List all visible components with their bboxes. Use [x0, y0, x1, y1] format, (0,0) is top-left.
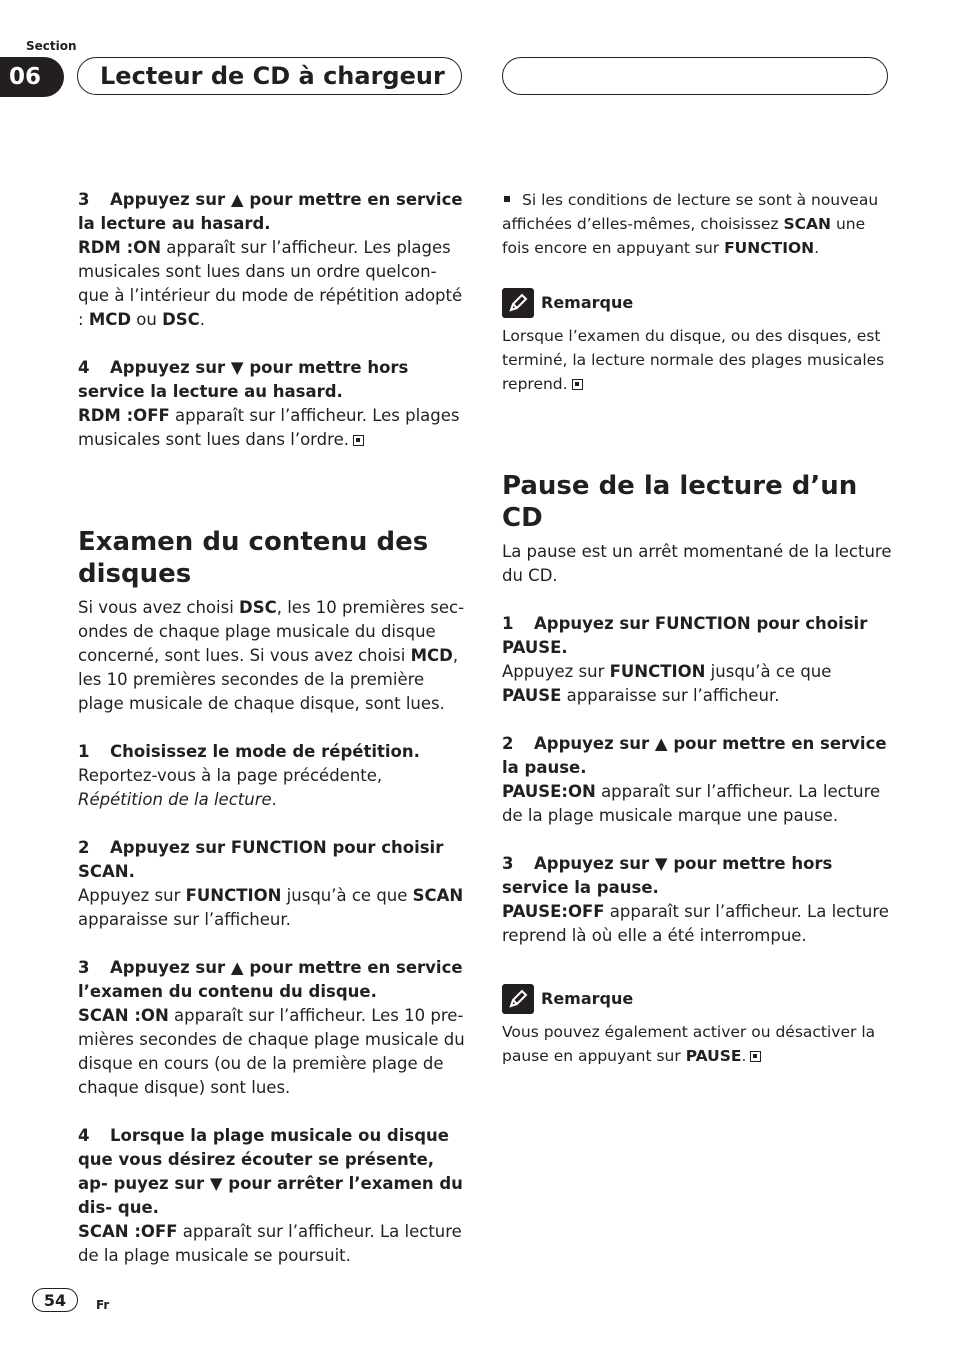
step-heading: 2 Appuyez sur ▲ pour mettre en service la pause.	[502, 734, 887, 777]
step-body: PAUSE:OFF apparaît sur l’afficheur. La lecture reprend là où elle a été interrompue.	[502, 902, 889, 945]
step-body: RDM :OFF apparaît sur l’afficheur. Les plages musicales sont lues dans l’ordre.	[78, 406, 460, 449]
note-heading: Remarque	[502, 288, 892, 318]
note-text: Lorsque l’examen du disque, ou des disques, est terminé, la lecture normale des plages musicales reprend.	[502, 327, 885, 393]
step-heading: 3 Appuyez sur ▼ pour mettre hors service la pause.	[502, 854, 833, 897]
step-body: PAUSE:ON apparaît sur l’afficheur. La lecture de la plage musicale marque une pause.	[502, 782, 881, 825]
step-heading: 1 Choisissez le mode de répétition.	[78, 742, 420, 761]
section-intro: Si vous avez choisi DSC, les 10 premières sec- ondes de chaque plage musicale du disque concerné, sont lues. Si vous avez choisi MCD, les 10 premières secondes de la première plage musicale de chaque disque, sont lues.	[78, 598, 465, 713]
step-heading: 3 Appuyez sur ▲ pour mettre en service l’examen du contenu du disque.	[78, 958, 463, 1001]
end-mark-icon	[750, 1051, 761, 1062]
step-heading: 4 Lorsque la plage musicale ou disque que vous désirez écouter se présente, ap- puyez sur ▼ pour arrêter l’examen du dis- que.	[78, 1126, 463, 1217]
end-mark-icon	[353, 435, 364, 446]
pencil-note-icon	[502, 288, 534, 318]
section-number: 06	[8, 64, 41, 90]
note-text: Vous pouvez également activer ou désactiver la pause en appuyant sur PAUSE.	[502, 1023, 876, 1065]
step-body: RDM :ON apparaît sur l’afficheur. Les plages musicales sont lues dans un ordre quelcon- que à l’intérieur du mode de répétition adopté : MCD ou DSC.	[78, 238, 463, 329]
step-heading: 1 Appuyez sur FUNCTION pour choisir PAUSE.	[502, 614, 868, 657]
bullet-item: Si les conditions de lecture se sont à nouveau affichées d’elles-mêmes, choisissez SCAN une fois encore en appuyant sur FUNCTION.	[502, 191, 879, 257]
language-code: Fr	[96, 1298, 110, 1312]
step-body: SCAN :ON apparaît sur l’afficheur. Les 10 pre- mières secondes de chaque plage musicale du disque en cours (ou de la première plage de chaque disque) sont lues.	[78, 1006, 465, 1097]
section-heading-pause: Pause de la lecture d’un CD	[502, 471, 858, 533]
chapter-title: Lecteur de CD à chargeur	[77, 57, 462, 95]
step-body: Appuyez sur FUNCTION jusqu’à ce que SCAN apparaisse sur l’afficheur.	[78, 886, 464, 929]
right-column	[502, 188, 892, 1068]
note-heading: Remarque	[502, 984, 892, 1014]
step-heading: 2 Appuyez sur FUNCTION pour choisir SCAN.	[78, 838, 444, 881]
section-number-badge	[0, 57, 64, 97]
step-heading: 4 Appuyez sur ▼ pour mettre hors service la lecture au hasard.	[78, 358, 409, 401]
step-body: SCAN :OFF apparaît sur l’afficheur. La lecture de la plage musicale se poursuit.	[78, 1222, 462, 1265]
pencil-note-icon	[502, 984, 534, 1014]
section-label: Section	[26, 39, 77, 53]
page-number: 54	[32, 1288, 78, 1312]
step-body: Reportez-vous à la page précédente, Répétition de la lecture.	[78, 766, 383, 809]
bullet-icon	[504, 196, 510, 202]
step-body: Appuyez sur FUNCTION jusqu’à ce que PAUSE apparaisse sur l’afficheur.	[502, 662, 832, 705]
header-blank-frame	[502, 57, 888, 95]
left-column	[78, 188, 466, 1268]
section-heading-examen: Examen du contenu des disques	[78, 527, 429, 589]
section-intro: La pause est un arrêt momentané de la lecture du CD.	[502, 542, 892, 585]
step-heading: 3 Appuyez sur ▲ pour mettre en service la lecture au hasard.	[78, 190, 463, 233]
end-mark-icon	[572, 379, 583, 390]
